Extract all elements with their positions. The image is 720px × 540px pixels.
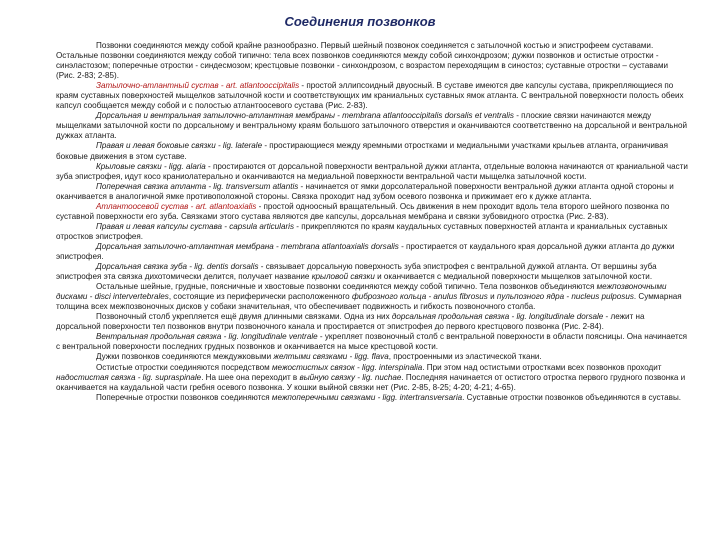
paragraph-other-vertebrae [56, 282, 688, 312]
paragraph-yellow-ligaments [56, 352, 688, 362]
paragraph-lateral-ligaments [56, 141, 688, 161]
paragraph-dorsal-dens-ligament [56, 262, 688, 282]
text-run: межпоперечными связками - ligg. intertransversaria [271, 392, 463, 402]
text-run: и [487, 292, 497, 302]
text-run: дорсальная продольная связка - lig. longitudinale dorsale [391, 312, 604, 322]
text-run: Дужки позвонков соединяются междужковыми [96, 352, 274, 362]
text-run: Крыловые связки - ligg. alaria [96, 161, 206, 171]
text-run: Позвоночный столб укрепляется ещё двумя длинными связками. Одна из них [96, 312, 392, 322]
text-run: - простой эллипсоидный двуосный. В суставе имеются две капсулы сустава, прикрепляющиеся по краям суставных поверхностей мыщелков затылочной кости и соответствующих им краниальных суставных ямок атланта. С вентральной поверхности полость обеих капсул сообщается между собой и с полостью атлантоосевого сустава (Рис. 2-83). [56, 81, 684, 111]
text-run: . Последняя начинается от остистого отростка первого грудного позвонка и оканчивается на каудальной части гребня осевого позвонка. У кошки выйной связки нет (Рис. 2-85, 8-25; 4-20; 4-21; 4-65). [56, 372, 686, 392]
paragraph-alar-ligaments [56, 162, 688, 182]
paragraph-dorsal-longitudinal-ligament [56, 312, 688, 332]
paragraph-atlanto-axial-joint [56, 202, 688, 222]
text-run: , простроенными из эластической ткани. [388, 352, 542, 362]
text-run: Поперечные отростки позвонков соединяются [96, 392, 272, 402]
paragraph-atlanto-occipital-joint [56, 81, 688, 111]
text-run: . На шее она переходит в [201, 372, 300, 382]
text-run: надостистая связка - lig. supraspinale [56, 372, 202, 382]
text-run: Вентральная продольная связка - lig. longitudinale ventrale [96, 332, 318, 342]
text-run: - лежит на дорсальной поверхности тел позвонков внутри позвоночного канала и простирается от эпистрофея до первого крестцового позвонка (Рис. 2-84). [56, 312, 645, 332]
text-run: . Суставные отростки позвонков объединяются в суставы. [462, 392, 682, 402]
paragraph-spinous-processes [56, 363, 688, 393]
text-run: - плоские связки начинаются между мыщелками затылочной кости по дорсальному и вентральному краям большого затылочного отверстия и оканчиваются соответственно на дорсальной и вентральной дужках атланта. [56, 111, 688, 141]
paragraph-ventral-longitudinal-ligament [56, 332, 688, 352]
text-run: межостистых связок - ligg. interspinalia [272, 362, 423, 372]
text-run: выйную связку - lig. nuchae [299, 372, 402, 382]
paragraph-transverse-processes [56, 393, 688, 403]
text-run: Дорсальная и вентральная затылочно-атлантная мембраны - membrana atlantooccipitalis dorsalis et ventralis [96, 111, 514, 121]
text-run: Дорсальная затылочно-атлантная мембрана - membrana atlantoaxialis dorsalis [96, 241, 399, 251]
text-run: . При этом над остистыми отростками всех позвонков проходит [422, 362, 662, 372]
text-run: Остальные шейные, грудные, поясничные и хвостовые позвонки соединяются между собой типично. Тела позвонков объединяются [96, 282, 597, 292]
paragraph-articular-capsules [56, 222, 688, 242]
text-run: фиброзного кольца - anulus fibrosus [351, 292, 488, 302]
paragraph-dorsal-atlanto-axial-membrane [56, 242, 688, 262]
text-run: Правая и левая капсулы сустава - capsula articularis [96, 221, 295, 231]
text-run: , состоящие из периферически расположенного [168, 292, 352, 302]
text-run: Затылочно-атлантный сустав - art. atlantooccipitalis [96, 81, 300, 91]
text-run: пульпозного ядра - nucleus pulposus [496, 292, 634, 302]
text-run: межпозвоночными дисками - disci intervertebrales [56, 282, 667, 302]
text-run: - укрепляет позвоночный столб с вентральной поверхности в области поясницы. Она начинается с вентральной поверхности последних грудных позвонков и оканчивается на мысе крестцовой кости. [56, 332, 688, 352]
text-run: - простираются от дорсальной поверхности вентральной дужки атланта, отдельные волокна начинаются от краниальной части зуба эпистрофея, идут косо краниолатерально и оканчиваются на медиальной поверхности вентральной части мыщелка затылочной кости. [56, 161, 688, 181]
text-run: Дорсальная связка зуба - lig. dentis dorsalis [96, 262, 259, 272]
text-run: - начинается от ямки дорсолатеральной поверхности вентральной дужки атланта одной стороны и оканчивается в аналогичной ямке противоположной стороны. Связка проходит над зубом осевого позвонка и прижимает его к дужке атланта. [56, 181, 674, 201]
text-run: - простой одноосный вращательный. Ось движения в нем проходит вдоль тела второго шейного позвонка по суставной поверхности его зуба. Связками этого сустава являются две капсулы, дорсальная мембрана и связки зубовидного отростка (Рис. 2-83). [56, 201, 670, 221]
paragraph-transverse-ligament [56, 182, 688, 202]
body-text [56, 41, 688, 403]
paragraph-intro [56, 41, 688, 81]
text-run: Позвонки соединяются между собой крайне разнообразно. Первый шейный позвонок соединяется с затылочной костью и эпистрофеем суставами. Остальные позвонки соединяются между собой типично: тела всех позвонков соединяются между собой синхондрозом; дужки позвонков и остистые отростки - синэластозом; поперечные отростки - синдесмозом; крестцовые позвонки - синхондрозом, с возрастом переходящим в синостоз; суставные отростки – суставами (Рис. 2-83; 2-85). [56, 41, 669, 81]
page-title: Соединения позвонков [284, 14, 436, 29]
text-run: - прикрепляются по краям каудальных суставных поверхностей атланта и краниальных суставных отростков эпистрофея. [56, 221, 668, 241]
text-run: Поперечная связка атланта - lig. transversum atlantis [96, 181, 299, 191]
text-run: желтыми связками - ligg. flava [273, 352, 389, 362]
text-run: и оканчивается с медиальной поверхности мыщелков затылочной кости. [374, 272, 653, 282]
text-run: крыловой связки [311, 272, 375, 282]
text-run: Атлантоосевой сустав - art. atlantoaxialis [96, 201, 257, 211]
text-run: - связывает дорсальную поверхность зуба эпистрофея с вентральной дужкой атланта. От вершины зуба эпистрофея эта связка дихотомически делится, получает название [56, 262, 657, 282]
text-run: - простирается от каудального края дорсальной дужки атланта до дужки эпистрофея. [56, 241, 675, 261]
text-run: Остистые отростки соединяются посредством [96, 362, 272, 372]
text-run: . Суммарная толщина всех межпозвоночных дисков у собаки значительная, что обеспечивает подвижность и гибкость позвоночного столба. [56, 292, 682, 312]
text-run: Правая и левая боковые связки - lig. laterale [96, 141, 263, 151]
text-run: - простирающиеся между яремными отростками и медиальными участками крыльев атланта, ограничивая боковые движения в этом суставе. [56, 141, 669, 161]
paragraph-atlanto-occipital-membranes [56, 111, 688, 141]
